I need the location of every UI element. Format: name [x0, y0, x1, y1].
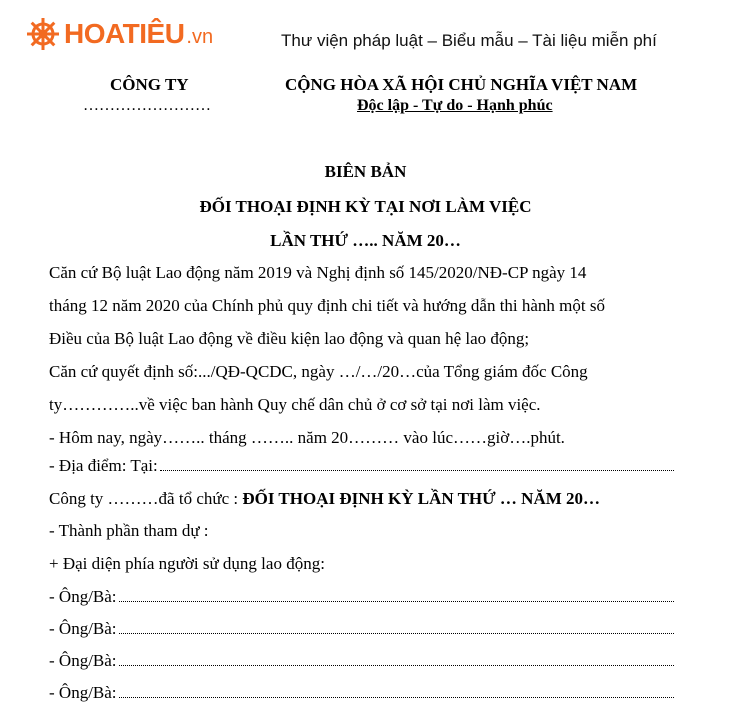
- logo-suffix: .vn: [186, 25, 214, 48]
- participant-row: [49, 683, 674, 703]
- location-line: [49, 456, 674, 476]
- employer-representative-heading: + Đại diện phía người sử dụng lao động:: [49, 554, 325, 573]
- organizer-prefix: Công ty ………đã tổ chức :: [49, 489, 243, 508]
- participant-label: - Ông/Bà:: [49, 619, 117, 638]
- hoatieu-logo[interactable]: [26, 12, 213, 56]
- organizer-line: [49, 489, 600, 509]
- participant-blank: [119, 587, 674, 602]
- participant-label: - Ông/Bà:: [49, 587, 117, 606]
- site-tagline: Thư viện pháp luật – Biểu mẫu – Tài liệu miễn phí: [281, 31, 657, 50]
- decision-basis-line-2: ty…………..về việc ban hành Quy chế dân chủ ở cơ sở tại nơi làm việc.: [49, 395, 541, 414]
- company-name-blank: ……………………: [83, 97, 211, 114]
- company-label: CÔNG TY: [110, 75, 189, 94]
- location-label: - Địa điểm: Tại:: [49, 456, 158, 475]
- document-subtitle: ĐỐI THOẠI ĐỊNH KỲ TẠI NƠI LÀM VIỆC: [199, 197, 532, 216]
- participants-heading: - Thành phần tham dự :: [49, 521, 209, 540]
- legal-basis-line-1: Căn cứ Bộ luật Lao động năm 2019 và Nghị định số 145/2020/NĐ-CP ngày 14: [49, 263, 587, 282]
- national-title: CỘNG HÒA XÃ HỘI CHỦ NGHĨA VIỆT NAM: [285, 75, 638, 94]
- document-title: BIÊN BẢN: [324, 162, 407, 181]
- participant-blank: [119, 619, 674, 634]
- decision-basis-line-1: Căn cứ quyết định số:.../QĐ-QCDC, ngày …/…/20…của Tổng giám đốc Công: [49, 362, 588, 381]
- location-blank: [160, 456, 674, 471]
- date-line: - Hôm nay, ngày…….. tháng …….. năm 20……… vào lúc……giờ….phút.: [49, 428, 565, 447]
- participant-label: - Ông/Bà:: [49, 651, 117, 670]
- participant-blank: [119, 683, 674, 698]
- national-motto: Độc lập - Tự do - Hạnh phúc: [357, 97, 553, 114]
- participant-row: [49, 619, 674, 639]
- participant-row: [49, 651, 674, 671]
- document-session: LẦN THỨ ….. NĂM 20…: [270, 231, 461, 250]
- ship-wheel-icon: [26, 17, 60, 51]
- legal-basis-line-3: Điều của Bộ luật Lao động về điều kiện lao động và quan hệ lao động;: [49, 329, 530, 348]
- logo-text: HOATIÊU: [64, 18, 185, 49]
- participant-blank: [119, 651, 674, 666]
- legal-basis-line-2: tháng 12 năm 2020 của Chính phủ quy định chi tiết và hướng dẫn thi hành một số: [49, 296, 605, 315]
- participant-label: - Ông/Bà:: [49, 683, 117, 702]
- participant-row: [49, 587, 674, 607]
- organizer-dialogue-title: ĐỐI THOẠI ĐỊNH KỲ LẦN THỨ … NĂM 20…: [242, 489, 601, 508]
